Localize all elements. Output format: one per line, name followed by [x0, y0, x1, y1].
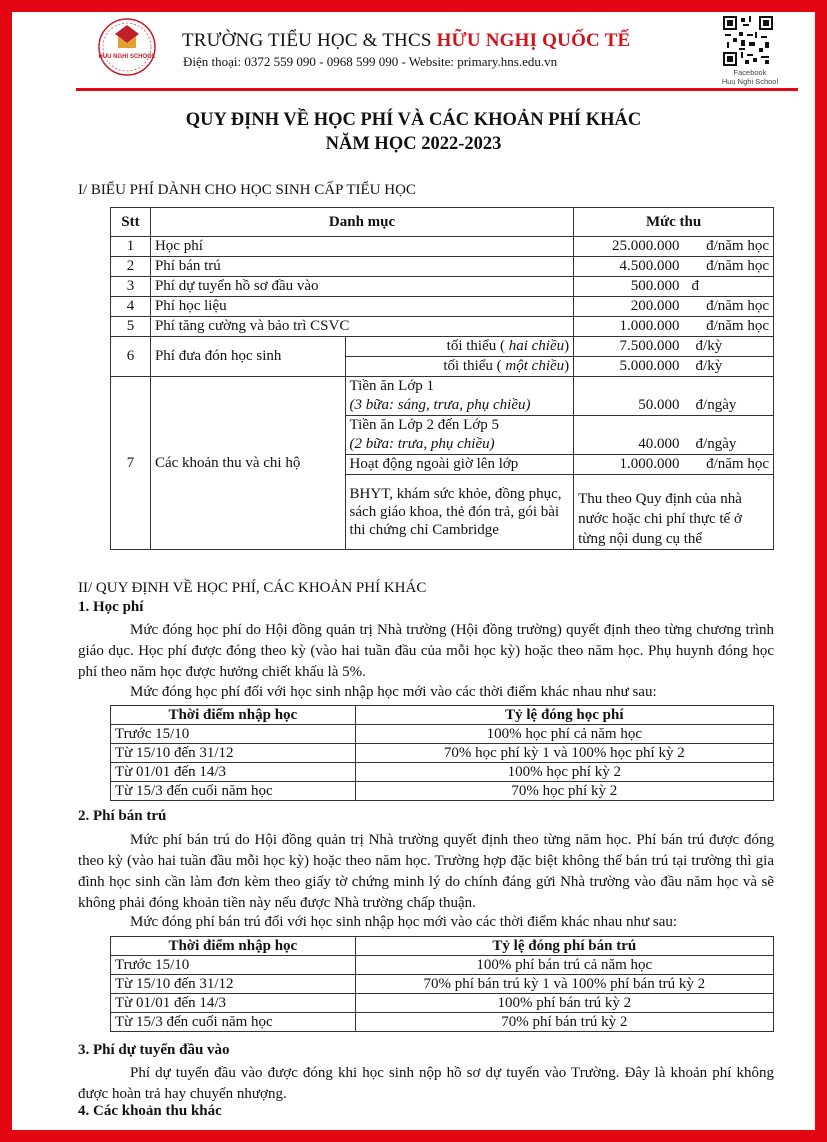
tuition-paragraph-text: Mức đóng học phí do Hội đồng quản trị Nhà trường (Hội đồng trường) quyết định theo từng chương trình giáo dục. Học phí được đóng theo kỳ (vào hai tuần đầu của mỗi học kỳ) hoặc theo năm học. Phụ huynh đóng học phí theo năm học được hưởng chiết khấu là 5%. — [78, 622, 774, 680]
col-stt: Stt — [111, 208, 151, 237]
other-services-fee: Thu theo Quy định của nhà nước hoặc chi phí thực tế ở từng nội dung cụ thể — [574, 475, 774, 550]
meal-grade2-5-note: (2 bữa: trưa, phụ chiều) — [349, 436, 495, 452]
transport-two-way-suffix: ) — [564, 338, 570, 354]
row-unit: đ/năm học — [684, 455, 774, 475]
qr-caption-line1: Facebook — [733, 68, 767, 77]
col-fee: Mức thu — [574, 208, 774, 237]
contact-line: Điện thoại: 0372 559 090 - 0968 599 090 - Website: primary.hns.edu.vn — [183, 54, 558, 69]
qr-caption — [710, 68, 790, 86]
row-stt: 6 — [111, 337, 151, 377]
row-amount: 4.500.000 — [574, 257, 684, 277]
boarding-rate: 70% phí bán trú kỳ 2 — [355, 1013, 773, 1032]
transport-one-way-suffix: ) — [564, 358, 570, 374]
transport-one-way — [345, 357, 574, 377]
boarding-rate-table — [110, 936, 774, 1032]
table-row — [111, 744, 774, 763]
row-stt: 2 — [111, 257, 151, 277]
meal-grade1 — [345, 377, 574, 416]
transport-one-way-label: một chiều — [505, 358, 565, 374]
enrollment-time: Trước 15/10 — [111, 956, 356, 975]
section1-heading: I/ BIỂU PHÍ DÀNH CHO HỌC SINH CẤP TIỂU HỌC — [78, 182, 416, 198]
table-row — [111, 377, 774, 416]
col-tuition-rate: Tỷ lệ đóng học phí — [355, 706, 773, 725]
school-name — [182, 30, 630, 52]
tuition-paragraph — [78, 620, 774, 683]
row-stt: 4 — [111, 297, 151, 317]
row-unit: đ/kỳ — [684, 337, 774, 357]
boarding-rate: 70% phí bán trú kỳ 1 và 100% phí bán trú kỳ 2 — [355, 975, 773, 994]
meal-grade2-5-label: Tiền ăn Lớp 2 đến Lớp 5 — [349, 417, 500, 433]
row-item: Phí tăng cường và bảo trì CSVC — [150, 317, 573, 337]
row-amount: 25.000.000 — [574, 237, 684, 257]
tuition-intro — [78, 682, 774, 703]
meal-grade1-note: (3 bữa: sáng, trưa, phụ chiều) — [349, 397, 531, 413]
other-services: BHYT, khám sức khỏe, đồng phục, sách giáo khoa, thẻ đón trả, gói bài thi chứng chỉ Cambridge — [345, 475, 574, 550]
row-amount: 1.000.000 — [574, 455, 684, 475]
enrollment-time: Từ 01/01 đến 14/3 — [111, 763, 356, 782]
row-amount: 7.500.000 — [574, 337, 684, 357]
table-row — [111, 975, 774, 994]
qr-caption-line2: Huu Nghi School — [721, 77, 779, 86]
table-row — [111, 763, 774, 782]
table-row — [111, 277, 774, 297]
row-stt: 1 — [111, 237, 151, 257]
table-row — [111, 237, 774, 257]
row-unit: đ/năm học — [684, 297, 774, 317]
admission-fee-paragraph — [78, 1063, 774, 1105]
meal-grade1-label: Tiền ăn Lớp 1 — [349, 378, 435, 394]
row-amount: 200.000 — [574, 297, 684, 317]
row-amount: 1.000.000 — [574, 317, 684, 337]
row-item: Học phí — [150, 237, 573, 257]
tuition-rate: 70% học phí kỳ 1 và 100% học phí kỳ 2 — [355, 744, 773, 763]
row-unit: đ/ngày — [684, 377, 774, 416]
fee-table — [110, 207, 774, 550]
row-unit: đ/ngày — [684, 416, 774, 455]
school-name-prefix: TRƯỜNG TIỂU HỌC & THCS — [182, 30, 437, 51]
table-row — [111, 1013, 774, 1032]
tuition-heading: 1. Học phí — [78, 599, 144, 615]
row-stt: 3 — [111, 277, 151, 297]
boarding-rate: 100% phí bán trú cả năm học — [355, 956, 773, 975]
enrollment-time: Từ 01/01 đến 14/3 — [111, 994, 356, 1013]
page-subtitle: NĂM HỌC 2022-2023 — [325, 134, 502, 154]
page-title: QUY ĐỊNH VỀ HỌC PHÍ VÀ CÁC KHOẢN PHÍ KHÁC — [185, 110, 642, 130]
boarding-paragraph-text: Mức phí bán trú do Hội đồng quản trị Nhà trường quyết định theo từng năm học. Phí bán trú được đóng theo kỳ (vào hai tuần đầu mỗi học kỳ) hoặc theo năm học. Trường hợp đặc biệt không thể bán trú tại trường thì gia đình học sinh cần làm đơn kèm theo giấy tờ chứng minh lý do chính đáng gửi Nhà trường vào đầu năm học và sẽ không phải đóng khoản tiền này nếu được Nhà trường chấp thuận. — [78, 832, 774, 911]
table-row — [111, 297, 774, 317]
enrollment-time: Trước 15/10 — [111, 725, 356, 744]
tuition-rate: 70% học phí kỳ 2 — [355, 782, 773, 801]
admission-fee-paragraph-text: Phí dự tuyển đầu vào được đóng khi học sinh nộp hồ sơ dự tuyển vào Trường. Đây là khoản phí không được hoàn trả hay chuyển nhượng. — [78, 1065, 774, 1102]
transport-two-way — [345, 337, 574, 357]
tuition-intro-text: Mức đóng học phí đối với học sinh nhập học mới vào các thời điểm khác nhau như sau: — [130, 684, 657, 700]
row-unit: đ — [684, 277, 774, 297]
extracurricular: Hoạt động ngoài giờ lên lớp — [345, 455, 574, 475]
table-row — [111, 994, 774, 1013]
row-item: Phí đưa đón học sinh — [150, 337, 345, 377]
table-row — [111, 782, 774, 801]
enrollment-time: Từ 15/3 đến cuối năm học — [111, 1013, 356, 1032]
boarding-paragraph — [78, 830, 774, 914]
row-amount: 500.000 — [574, 277, 684, 297]
table-header-row — [111, 937, 774, 956]
table-row — [111, 337, 774, 357]
row-unit: đ/năm học — [684, 317, 774, 337]
school-brand: HỮU NGHỊ QUỐC TẾ — [436, 30, 631, 51]
row-stt: 7 — [111, 377, 151, 550]
header-divider — [76, 88, 798, 91]
table-row — [111, 725, 774, 744]
col-enrollment-time: Thời điểm nhập học — [111, 937, 356, 956]
row-item: Phí dự tuyển hồ sơ đầu vào — [150, 277, 573, 297]
admission-fee-heading: 3. Phí dự tuyển đầu vào — [78, 1042, 230, 1058]
row-unit: đ/năm học — [684, 237, 774, 257]
transport-two-way-prefix: tối thiểu ( — [446, 338, 505, 354]
row-item: Các khoản thu và chi hộ — [150, 377, 345, 550]
transport-two-way-label: hai chiều — [504, 338, 565, 354]
school-logo — [96, 16, 158, 78]
tuition-rate: 100% học phí cả năm học — [355, 725, 773, 744]
other-fees-heading: 4. Các khoản thu khác — [78, 1103, 222, 1119]
row-unit: đ/năm học — [684, 257, 774, 277]
tuition-rate: 100% học phí kỳ 2 — [355, 763, 773, 782]
logo-text: HUU NGHI SCHOOL — [98, 54, 156, 60]
table-row — [111, 956, 774, 975]
boarding-intro — [78, 912, 774, 933]
meal-grade2-5 — [345, 416, 574, 455]
table-row — [111, 317, 774, 337]
section2-heading: II/ QUY ĐỊNH VỀ HỌC PHÍ, CÁC KHOẢN PHÍ KHÁC — [78, 580, 427, 596]
col-enrollment-time: Thời điểm nhập học — [111, 706, 356, 725]
row-amount: 50.000 — [574, 377, 684, 416]
row-amount: 40.000 — [574, 416, 684, 455]
col-item: Danh mục — [150, 208, 573, 237]
enrollment-time: Từ 15/10 đến 31/12 — [111, 744, 356, 763]
boarding-heading: 2. Phí bán trú — [78, 808, 167, 824]
boarding-intro-text: Mức đóng phí bán trú đối với học sinh nhập học mới vào các thời điểm khác nhau như sau: — [130, 914, 678, 930]
row-item: Phí bán trú — [150, 257, 573, 277]
document-page — [12, 12, 815, 1130]
row-stt: 5 — [111, 317, 151, 337]
row-amount: 5.000.000 — [574, 357, 684, 377]
col-boarding-rate: Tỷ lệ đóng phí bán trú — [355, 937, 773, 956]
transport-one-way-prefix: tối thiểu ( — [443, 358, 506, 374]
tuition-rate-table — [110, 705, 774, 801]
boarding-rate: 100% phí bán trú kỳ 2 — [355, 994, 773, 1013]
qr-code-icon — [723, 16, 773, 66]
table-row — [111, 257, 774, 277]
enrollment-time: Từ 15/3 đến cuối năm học — [111, 782, 356, 801]
enrollment-time: Từ 15/10 đến 31/12 — [111, 975, 356, 994]
row-unit: đ/kỳ — [684, 357, 774, 377]
table-header-row — [111, 208, 774, 237]
row-item: Phí học liệu — [150, 297, 573, 317]
table-header-row — [111, 706, 774, 725]
